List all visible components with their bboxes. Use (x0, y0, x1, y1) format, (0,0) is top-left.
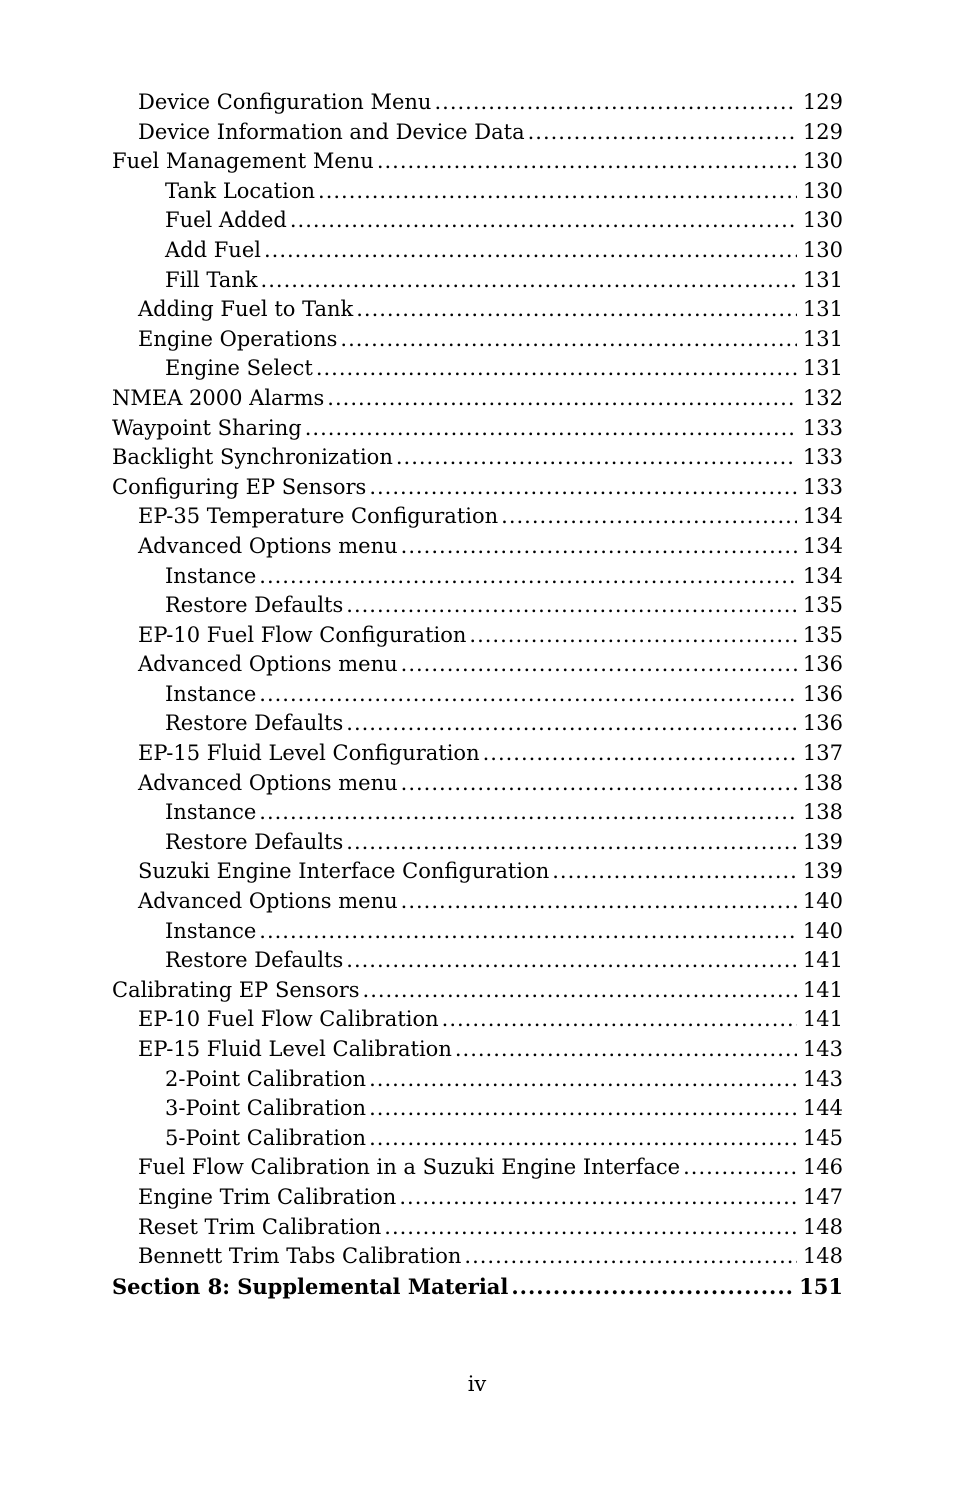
toc-entry-title: Fuel Management Menu (112, 149, 374, 174)
toc-entry[interactable] (112, 739, 843, 769)
toc-entry[interactable] (112, 384, 843, 414)
toc-entry-page-number: 138 (802, 770, 843, 795)
toc-entry[interactable] (112, 1124, 843, 1154)
dot-leader (316, 354, 797, 384)
dot-leader (259, 680, 797, 710)
toc-entry-title: EP-15 Fluid Level Calibration (138, 1037, 452, 1061)
toc-entry[interactable] (112, 1242, 843, 1272)
dot-leader (442, 1005, 797, 1035)
toc-entry-title: Fuel Flow Calibration in a Suzuki Engine Interface (138, 1155, 681, 1180)
toc-entry[interactable] (112, 1094, 843, 1124)
toc-entry-page-number: 139 (802, 859, 843, 884)
dot-leader (356, 295, 797, 325)
toc-entry-page-number: 136 (802, 652, 843, 677)
toc-entry-title: Waypoint Sharing (112, 415, 302, 440)
toc-entry-page-number: 148 (802, 1214, 843, 1239)
toc-entry-page-number: 137 (802, 741, 843, 766)
toc-entry-title: Fuel Added (165, 208, 287, 233)
dot-leader (264, 236, 797, 266)
dot-leader (259, 562, 797, 592)
toc-entry[interactable] (112, 709, 843, 739)
toc-entry[interactable] (112, 473, 843, 503)
dot-leader (511, 1272, 793, 1302)
dot-leader (455, 1035, 797, 1065)
toc-entry-title: Backlight Synchronization (112, 445, 393, 470)
toc-entry-title: Device Information and Device Data (138, 119, 525, 144)
toc-entry-page-number: 143 (802, 1066, 843, 1091)
toc-entry-title: Calibrating EP Sensors (112, 977, 360, 1002)
toc-entry-page-number: 145 (802, 1125, 843, 1150)
toc-entry-page-number: 151 (799, 1273, 843, 1299)
dot-leader (377, 147, 797, 177)
toc-entry[interactable] (112, 325, 843, 355)
toc-entry[interactable] (112, 1272, 843, 1302)
toc-entry[interactable] (112, 354, 843, 384)
toc-entry-title: Adding Fuel to Tank (138, 297, 354, 322)
toc-entry-page-number: 140 (802, 918, 843, 943)
dot-leader (683, 1153, 797, 1183)
toc-entry[interactable] (112, 236, 843, 266)
dot-leader (346, 591, 797, 621)
toc-entry-page-number: 133 (802, 415, 843, 440)
dot-leader (261, 266, 797, 296)
toc-entry-page-number: 130 (802, 178, 843, 203)
dot-leader (327, 384, 797, 414)
toc-entry-page-number: 143 (802, 1037, 843, 1061)
toc-entry[interactable] (112, 887, 843, 917)
dot-leader (401, 769, 797, 799)
dot-leader (363, 976, 797, 1006)
toc-entry-title: Fill Tank (165, 267, 258, 292)
toc-entry[interactable] (112, 1065, 843, 1095)
dot-leader (346, 709, 797, 739)
toc-entry[interactable] (112, 769, 843, 799)
toc-entry-title: Advanced Options menu (138, 770, 398, 795)
toc-entry-title: Restore Defaults (165, 593, 344, 618)
toc-entry-title: Restore Defaults (165, 829, 344, 854)
toc-entry-title: 2-Point Calibration (165, 1066, 367, 1091)
toc-entry-title: Add Fuel (165, 237, 261, 262)
dot-leader (369, 1094, 797, 1124)
toc-entry[interactable] (112, 798, 843, 828)
dot-leader (528, 118, 797, 148)
toc-entry-title: Suzuki Engine Interface Configuration (138, 859, 550, 884)
dot-leader (401, 532, 797, 562)
dot-leader (305, 414, 797, 444)
toc-entry-page-number: 133 (802, 474, 843, 499)
dot-leader (369, 473, 797, 503)
toc-entry-page-number: 131 (802, 356, 843, 381)
toc-entry-page-number: 130 (802, 208, 843, 233)
toc-entry-page-number: 130 (802, 237, 843, 262)
page-number: iv (467, 1372, 487, 1396)
toc-entry[interactable] (112, 828, 843, 858)
toc-entry-title: Instance (165, 800, 257, 825)
dot-leader (384, 1213, 797, 1243)
toc-entry-page-number: 134 (802, 533, 843, 558)
toc-entry[interactable] (112, 976, 843, 1006)
toc-entry[interactable] (112, 118, 843, 148)
toc-entry-title: Advanced Options menu (138, 533, 398, 558)
toc-entry-title: EP-35 Temperature Configuration (138, 504, 499, 529)
toc-entry-page-number: 134 (802, 504, 843, 529)
table-of-contents (112, 88, 843, 1301)
toc-entry-title: Reset Trim Calibration (138, 1214, 382, 1239)
toc-entry[interactable] (112, 1213, 843, 1243)
toc-entry[interactable] (112, 946, 843, 976)
toc-entry-page-number: 140 (802, 889, 843, 914)
toc-entry-title: Section 8: Supplemental Material (112, 1273, 509, 1299)
toc-entry[interactable] (112, 206, 843, 236)
toc-entry-page-number: 138 (802, 800, 843, 825)
toc-entry[interactable] (112, 1005, 843, 1035)
toc-entry-title: EP-15 Fluid Level Configuration (138, 741, 480, 766)
toc-entry[interactable] (112, 1153, 843, 1183)
toc-entry-page-number: 139 (802, 829, 843, 854)
toc-entry-page-number: 141 (802, 977, 843, 1002)
toc-entry[interactable] (112, 532, 843, 562)
toc-entry-title: Engine Trim Calibration (138, 1184, 397, 1209)
dot-leader (501, 502, 797, 532)
toc-entry-page-number: 136 (802, 711, 843, 736)
toc-entry-page-number: 136 (802, 681, 843, 706)
dot-leader (399, 1183, 797, 1213)
toc-entry-title: Advanced Options menu (138, 652, 398, 677)
toc-entry[interactable] (112, 414, 843, 444)
dot-leader (346, 828, 797, 858)
toc-entry-page-number: 129 (802, 119, 843, 144)
toc-entry[interactable] (112, 917, 843, 947)
dot-leader (552, 857, 797, 887)
toc-entry-page-number: 131 (802, 297, 843, 322)
toc-entry-title: Instance (165, 681, 257, 706)
toc-entry-page-number: 130 (802, 149, 843, 174)
toc-entry-page-number: 135 (802, 593, 843, 618)
dot-leader (401, 887, 797, 917)
toc-entry-page-number: 147 (802, 1184, 843, 1209)
toc-entry[interactable] (112, 857, 843, 887)
toc-entry-page-number: 129 (802, 90, 843, 114)
toc-entry-title: Tank Location (165, 178, 316, 203)
toc-entry[interactable] (112, 650, 843, 680)
toc-entry-page-number: 141 (802, 1007, 843, 1032)
toc-entry[interactable] (112, 147, 843, 177)
toc-entry[interactable] (112, 502, 843, 532)
toc-entry-title: NMEA 2000 Alarms (112, 385, 325, 410)
toc-entry-page-number: 133 (802, 445, 843, 470)
toc-entry-title: Advanced Options menu (138, 889, 398, 914)
toc-entry-page-number: 141 (802, 948, 843, 973)
toc-entry-title: Engine Operations (138, 326, 338, 351)
dot-leader (259, 798, 797, 828)
toc-entry[interactable] (112, 680, 843, 710)
dot-leader (259, 917, 797, 947)
toc-entry-title: EP-10 Fuel Flow Configuration (138, 622, 467, 647)
toc-entry-title: 3-Point Calibration (165, 1096, 367, 1121)
dot-leader (318, 177, 797, 207)
dot-leader (483, 739, 797, 769)
toc-entry-title: 5-Point Calibration (165, 1125, 367, 1150)
dot-leader (346, 946, 797, 976)
toc-entry[interactable] (112, 266, 843, 296)
toc-entry-title: Configuring EP Sensors (112, 474, 367, 499)
toc-entry-title: Instance (165, 918, 257, 943)
toc-entry[interactable] (112, 443, 843, 473)
toc-entry[interactable] (112, 88, 843, 118)
toc-entry-title: Bennett Trim Tabs Calibration (138, 1244, 462, 1269)
dot-leader (396, 443, 797, 473)
toc-entry-page-number: 134 (802, 563, 843, 588)
toc-entry-title: Device Configuration Menu (138, 90, 432, 114)
toc-entry[interactable] (112, 1035, 843, 1065)
toc-entry-page-number: 131 (802, 326, 843, 351)
toc-entry-page-number: 135 (802, 622, 843, 647)
dot-leader (340, 325, 797, 355)
dot-leader (434, 88, 796, 118)
toc-entry[interactable] (112, 177, 843, 207)
toc-entry[interactable] (112, 562, 843, 592)
dot-leader (464, 1242, 797, 1272)
toc-entry-page-number: 131 (802, 267, 843, 292)
dot-leader (369, 1065, 797, 1095)
toc-entry[interactable] (112, 621, 843, 651)
toc-entry[interactable] (112, 591, 843, 621)
toc-entry-page-number: 148 (802, 1244, 843, 1269)
toc-entry-page-number: 146 (802, 1155, 843, 1180)
dot-leader (401, 650, 797, 680)
toc-entry[interactable] (112, 295, 843, 325)
toc-entry[interactable] (112, 1183, 843, 1213)
toc-entry-page-number: 144 (802, 1096, 843, 1121)
toc-entry-title: Restore Defaults (165, 711, 344, 736)
toc-entry-title: Restore Defaults (165, 948, 344, 973)
toc-entry-title: Instance (165, 563, 257, 588)
toc-entry-page-number: 132 (802, 385, 843, 410)
toc-entry-title: EP-10 Fuel Flow Calibration (138, 1007, 439, 1032)
toc-entry-title: Engine Select (165, 356, 313, 381)
dot-leader (290, 206, 797, 236)
dot-leader (469, 621, 797, 651)
dot-leader (369, 1124, 797, 1154)
